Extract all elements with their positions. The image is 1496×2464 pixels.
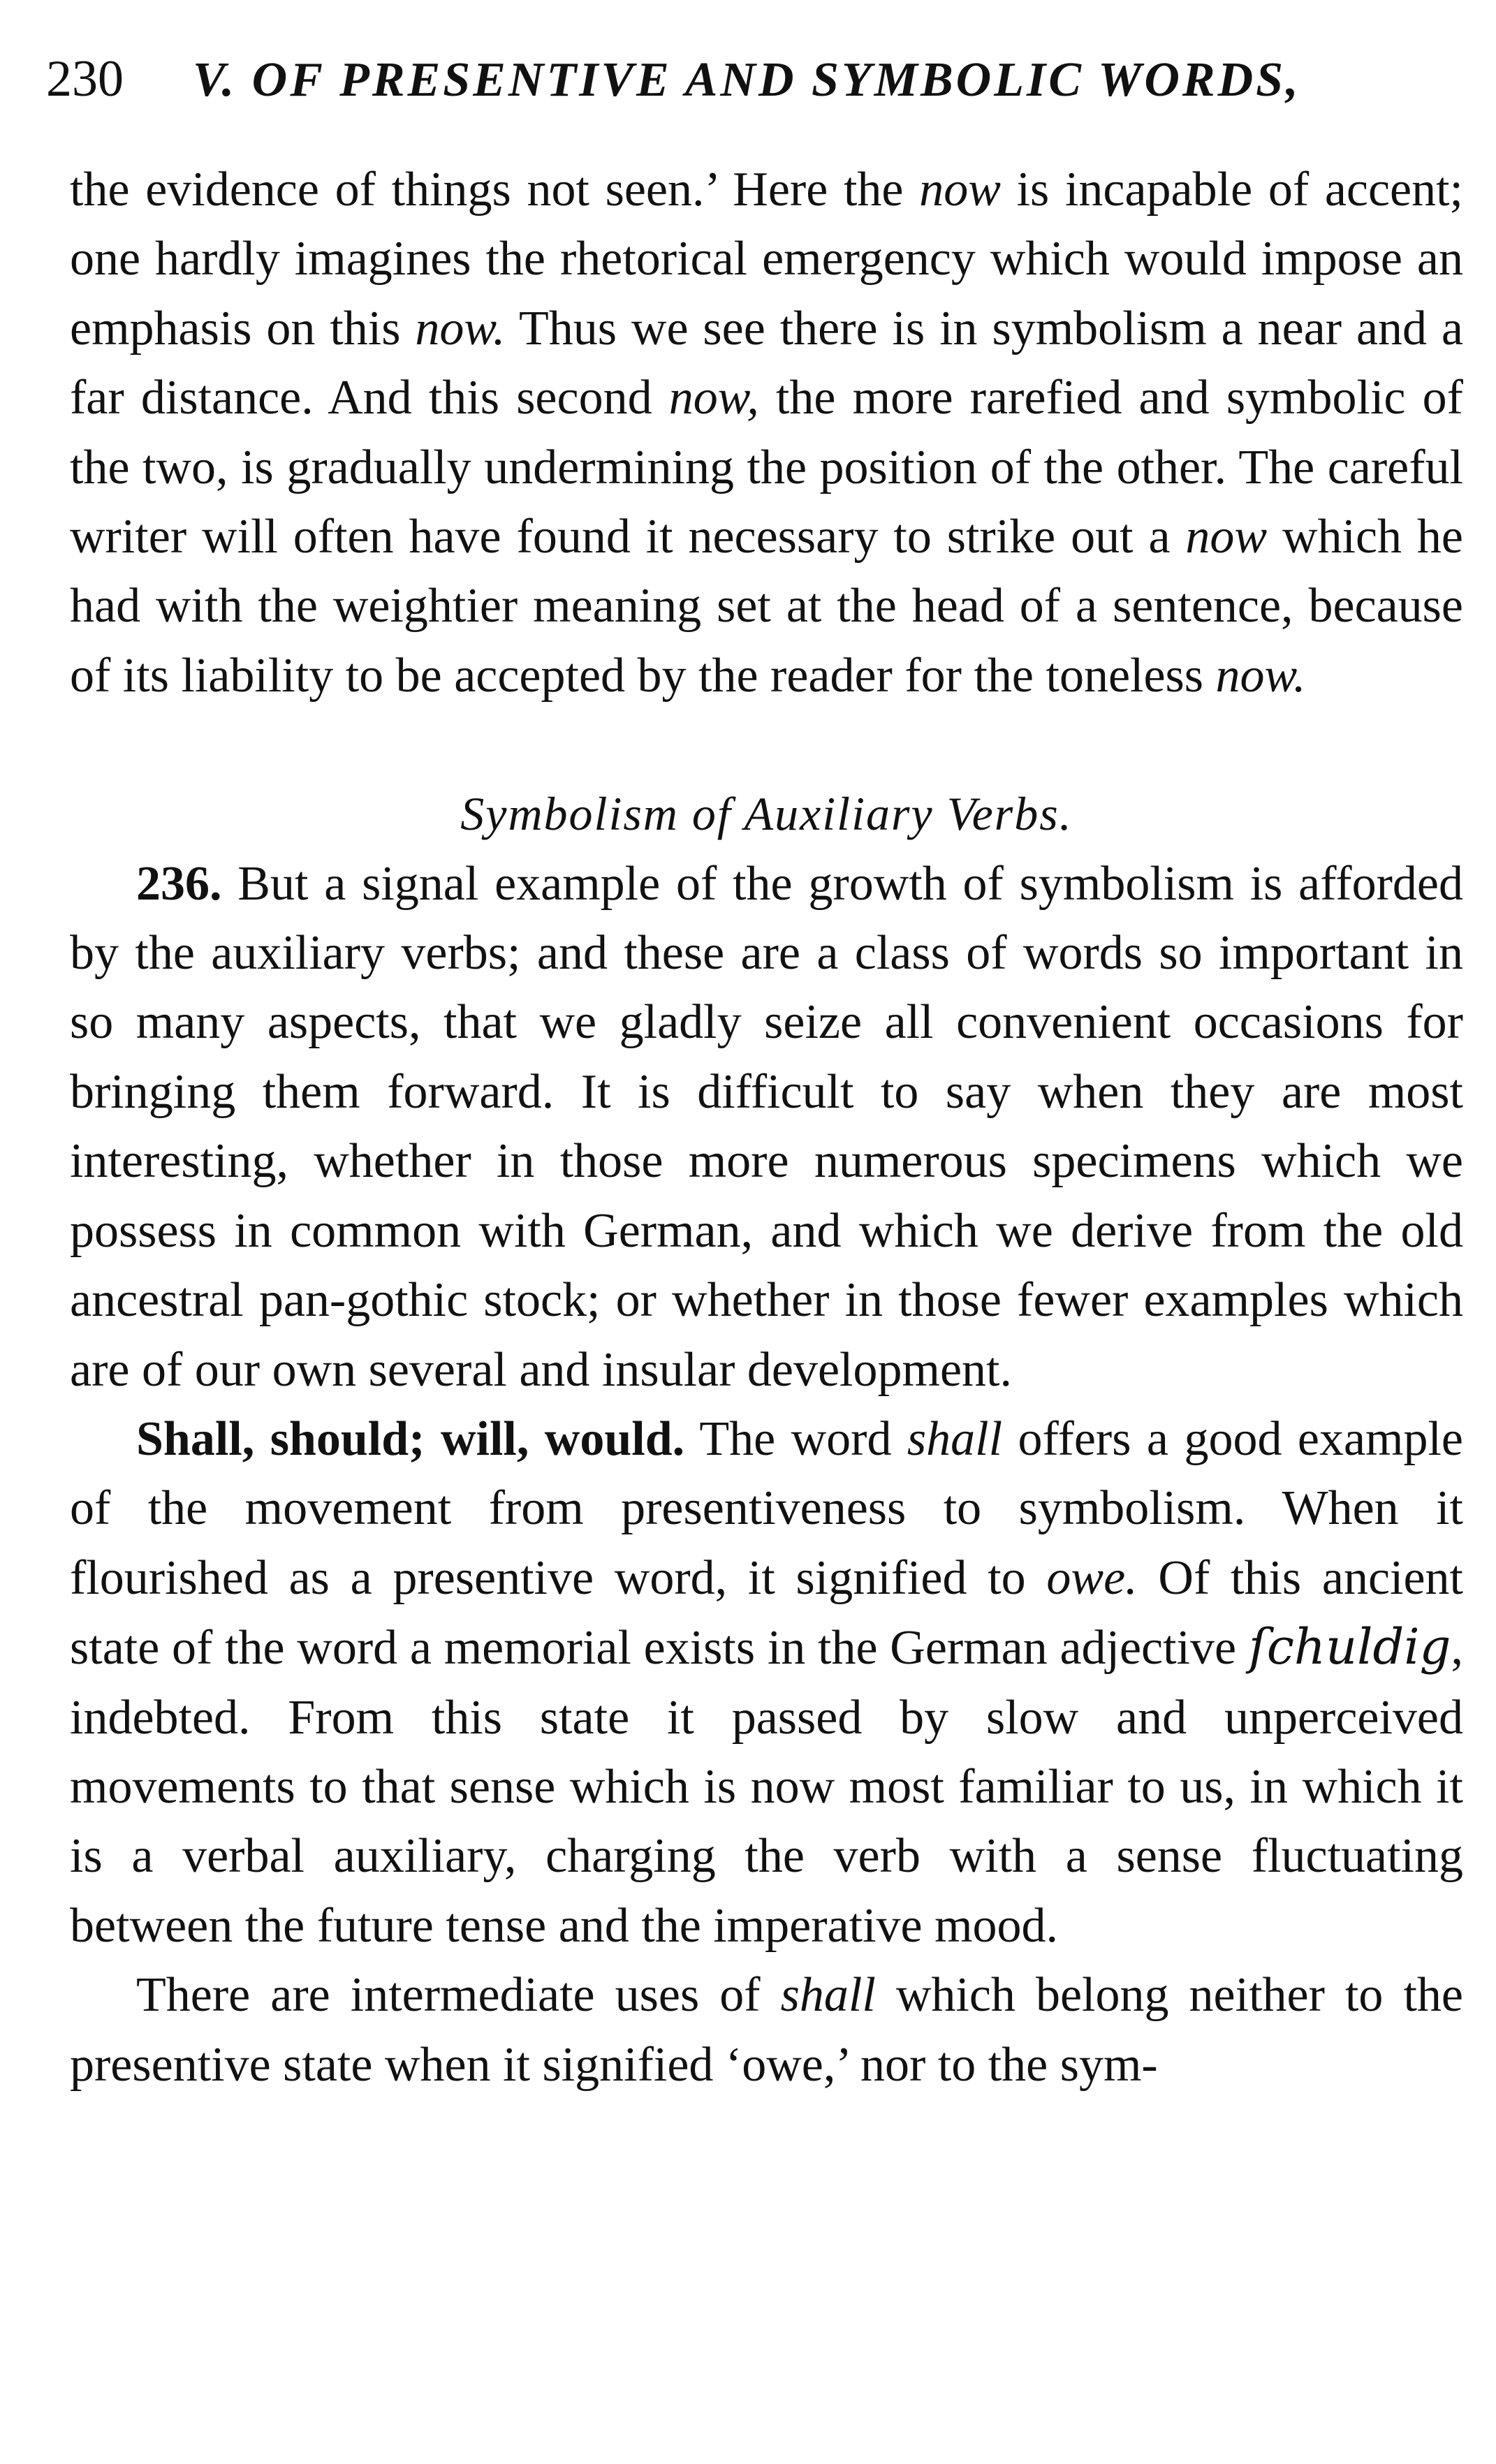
german-word: ſchuldig (1248, 1618, 1451, 1676)
text-run: Thus we see there is in symbolism a near and a far distance. And this second (70, 301, 1463, 425)
paragraph-shall-should (70, 1405, 1463, 1960)
text-run: , indebted. From this state it passed by slow and unperceived movements to that sense which is now most familiar to us, in which it is a verbal auxiliary, charging the verb with a sense fluctuating between the future tense and the imperative mood. (70, 1621, 1463, 1953)
bold-term: Shall, should; will, would. (136, 1411, 685, 1466)
italic-word: now. (1215, 648, 1306, 703)
text-run: offers a good example of the movement from presentiveness to symbolism. When it flourished as a presentive word, it signified to (70, 1411, 1463, 1605)
italic-word: now (1185, 510, 1268, 564)
paragraph-number: 236. (136, 856, 222, 911)
italic-word: shall (907, 1411, 1003, 1466)
italic-word: now. (415, 301, 506, 355)
text-run: The word (684, 1411, 907, 1466)
paragraph-continued (70, 155, 1463, 710)
section-heading: Symbolism of Auxiliary Verbs. (460, 787, 1073, 841)
text-run: the evidence of things not seen.’ Here the (70, 163, 920, 217)
italic-word: owe. (1046, 1550, 1138, 1605)
italic-word: now, (668, 371, 759, 425)
text-run: is incapable of accent; one hardly imagines the rhetorical emergency which would impose an emphasis on this (70, 163, 1463, 355)
italic-word: shall (780, 1968, 876, 2023)
italic-word: now (919, 163, 1001, 217)
text-run: which he had with the weightier meaning set at the head of a sentence, because of its liability to be accepted by the reader for the toneless (70, 510, 1464, 703)
text-run: Of this ancient state of the word a memorial exists in the German adjective (70, 1550, 1463, 1675)
text-run: But a signal example of the growth of symbolism is afforded by the auxiliary verbs; and these are a class of words so important in so many aspects, that we gladly seize all convenient occasions for bringing them forward. It is difficult to say when they are most interesting, whether in those more numerous specimens which we possess in common with German, and which we derive from the old ancestral pan-gothic stock; or whether in those fewer examples which are of our own several and insular development. (70, 856, 1463, 1397)
paragraph-236 (70, 849, 1463, 1405)
text-run: the more rarefied and symbolic of the two, is gradually undermining the position of the other. The careful writer will often have found it necessary to strike out a (70, 371, 1463, 564)
page-number: 230 (46, 50, 124, 108)
text-run: which belong neither to the presentive state when it signified ‘owe,’ nor to the sym- (70, 1968, 1463, 2092)
chapter-title: V. OF PRESENTIVE AND SYMBOLIC WORDS, (193, 53, 1301, 107)
text-run: There are intermediate uses of (136, 1968, 781, 2023)
paragraph-intermediate-uses (70, 1960, 1463, 2099)
body-text (70, 155, 1463, 2099)
running-head (46, 41, 1457, 117)
